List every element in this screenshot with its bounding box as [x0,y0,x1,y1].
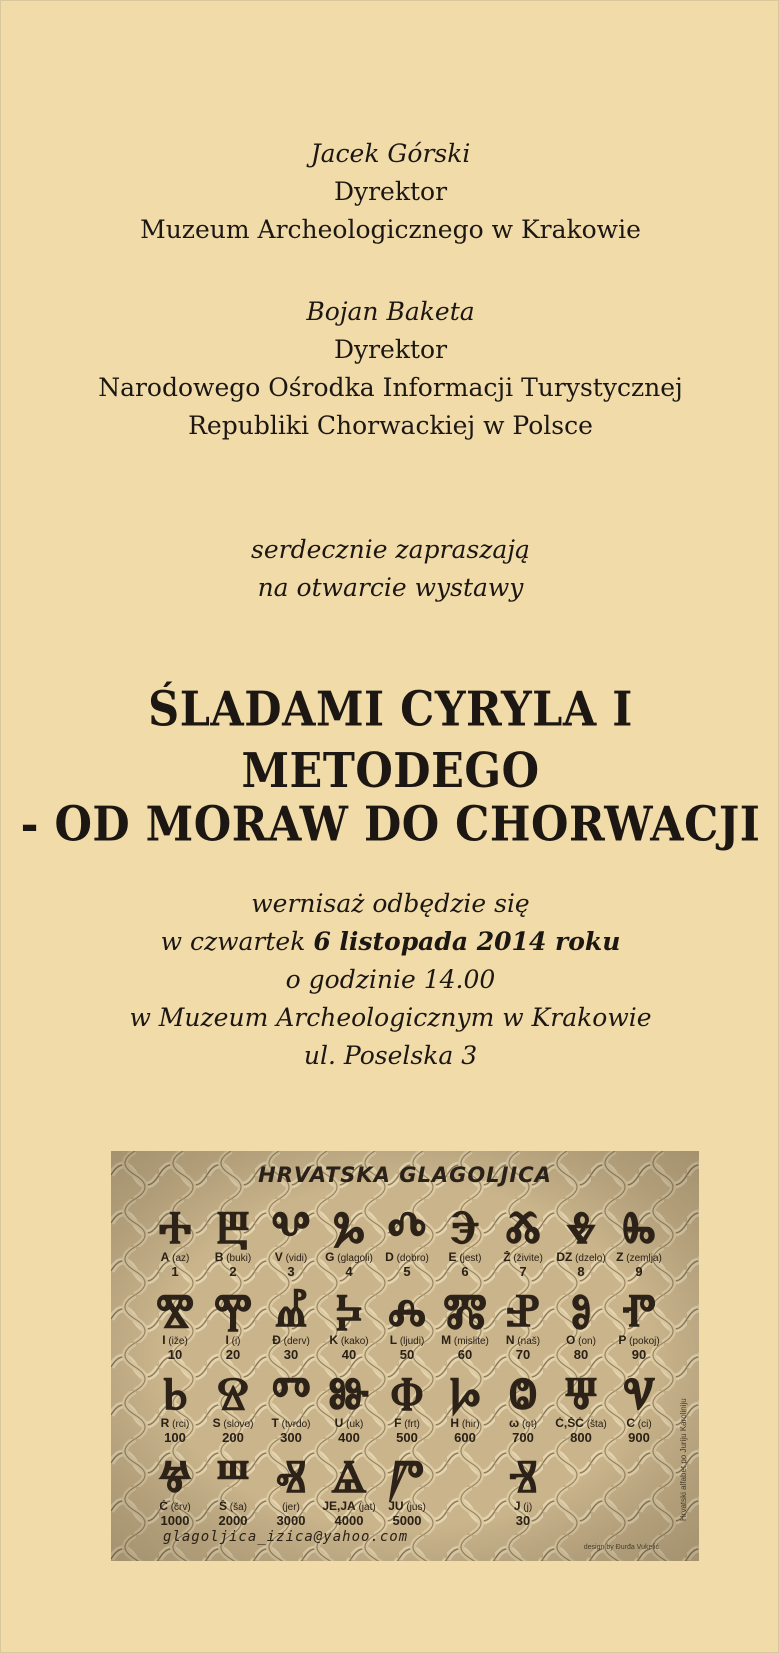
numeric-value: 1 [171,1264,179,1279]
glyph: Ⱍ [158,1449,192,1503]
glyph: Ⱀ [506,1283,540,1337]
numeric-value: 20 [225,1347,241,1362]
glyph: Ⰿ [442,1283,488,1337]
host2-block [1,293,779,445]
letter-cell [205,1449,261,1528]
letter-cell [495,1283,551,1362]
latin-letter: J [513,1500,521,1513]
latin-letter: Ć,ŠĆ [555,1417,584,1430]
glyph: Ⰺ [155,1283,195,1337]
latin-letter: R [160,1417,170,1430]
letter-cell [379,1200,435,1279]
invitation-block [1,531,779,607]
latin-letter: Ž [503,1251,511,1264]
exhibition-title-line1: ŚLADAMI CYRYLA I METODEGO [148,682,633,800]
letter-cell [495,1449,551,1528]
exhibition-title-block [1,682,779,853]
letter-name: (živite) [513,1253,543,1264]
letter-cell [147,1366,203,1445]
numeric-value: 5000 [392,1513,422,1528]
letter-name: (šta) [586,1419,607,1430]
letter-cell [263,1200,319,1279]
glyph: Ⰾ [387,1283,427,1337]
glyph: Ⱈ [449,1366,481,1420]
letter-name: (ljudi) [399,1336,425,1347]
glyph [611,1452,667,1500]
letter-cell [263,1449,319,1528]
letter-name: (slovo) [223,1419,254,1430]
glyph: Ⱏ [275,1449,307,1503]
glyph: Ⰽ [335,1283,363,1337]
latin-letter: E [448,1251,457,1264]
latin-letter: S [212,1417,221,1430]
letter-name: (uk) [346,1419,364,1430]
letter-cell [611,1200,667,1279]
host2-institution-line2: Republiki Chorwackiej w Polsce [188,411,593,440]
latin-letter: Đ [272,1334,281,1347]
numeric-value: 4 [345,1264,353,1279]
glagolitic-row-2 [147,1283,667,1362]
letter-name: (jus) [406,1502,426,1513]
letter-name: (črv) [170,1502,191,1513]
numeric-value: 90 [631,1347,647,1362]
numeric-value: 8 [577,1264,585,1279]
letter-name: (kako) [340,1336,369,1347]
letter-cell [495,1200,551,1279]
letter-name: (mislite) [453,1336,489,1347]
glyph: Ⰵ [450,1200,480,1254]
glyph: Ⱋ [564,1366,598,1420]
latin-letter: K [329,1334,339,1347]
event-address: ul. Poselska 3 [303,1041,478,1070]
latin-letter: P [618,1334,627,1347]
letter-name: (glagoli) [337,1253,373,1264]
letter-name: (buki) [226,1253,252,1264]
glyph: Ⱎ [216,1449,250,1503]
latin-letter: ω [509,1417,520,1430]
numeric-value: 6 [461,1264,469,1279]
letter-name: (dzelo) [575,1253,606,1264]
letter-name: (hir) [461,1419,480,1430]
letter-name: (i) [231,1336,241,1347]
letter-name: (ci) [637,1419,652,1430]
numeric-value: 1000 [160,1513,190,1528]
glyph: Ⰶ [505,1200,541,1254]
poster-design-credit: design by Đurđa Vukelić [583,1544,659,1551]
host2-institution-line1: Narodowego Ośrodka Informacji Turystycznej [98,373,683,402]
letter-cell [147,1449,203,1528]
glyph: Ⱅ [271,1366,311,1420]
glyph: Ⰹ [213,1283,253,1337]
glyph: Ⱉ [508,1366,538,1420]
letter-cell [553,1200,609,1279]
letter-cell [437,1366,493,1445]
letter-name: (naš) [517,1336,541,1347]
letter-cell [321,1449,377,1528]
letter-cell [205,1200,261,1279]
glyph [553,1452,609,1500]
glagolitic-row-1 [147,1200,667,1279]
latin-letter: I [162,1334,166,1347]
numeric-value: 4000 [334,1513,364,1528]
letter-cell [321,1200,377,1279]
letter-cell [379,1366,435,1445]
letter-cell [147,1200,203,1279]
host1-block [1,135,779,249]
event-date: 6 listopada 2014 roku [313,927,621,956]
numeric-value: 40 [341,1347,357,1362]
numeric-value: 900 [628,1430,650,1445]
glagolitic-row-3 [147,1366,667,1445]
numeric-value: 500 [396,1430,418,1445]
host1-institution: Muzeum Archeologicznego w Krakowie [140,215,641,244]
glyph: Ⱁ [570,1283,592,1337]
latin-letter: JE,JA [322,1500,356,1513]
latin-letter: Z [616,1251,624,1264]
numeric-value: 3 [287,1264,295,1279]
latin-letter: N [505,1334,515,1347]
letter-name: (az) [172,1253,190,1264]
numeric-value: 80 [573,1347,589,1362]
latin-letter: B [214,1251,224,1264]
numeric-value: 9 [635,1264,643,1279]
letter-name: (pokoj) [629,1336,660,1347]
glyph: Ⰱ [216,1200,250,1254]
latin-letter: U [334,1417,344,1430]
glyph: Ⱃ [162,1366,188,1420]
glyph: Ⰼ [274,1283,308,1337]
letter-cell [321,1283,377,1362]
letter-name: (derv) [283,1336,310,1347]
glyph: Ⱄ [217,1366,249,1420]
details-line2 [1,923,779,961]
letter-cell [437,1283,493,1362]
latin-letter: Č [159,1500,168,1513]
numeric-value: 400 [338,1430,360,1445]
host2-name: Bojan Baketa [306,297,475,326]
letter-cell [205,1366,261,1445]
letter-cell [611,1283,667,1362]
numeric-value: 600 [454,1430,476,1445]
letter-cell [553,1452,609,1528]
letter-cell [611,1452,667,1528]
latin-letter: C [626,1417,635,1430]
numeric-value: 30 [283,1347,299,1362]
letter-cell [321,1366,377,1445]
glyph: Ⱇ [390,1366,424,1420]
numeric-value: 700 [512,1430,534,1445]
exhibition-title-line2: - OD MORAW DO CHORWACJI [20,797,761,853]
glyph: Ⱓ [389,1449,425,1503]
glagolitic-poster [111,1151,699,1561]
latin-letter: H [450,1417,460,1430]
poster-title: HRVATSKA GLAGOLJICA [258,1163,552,1187]
letter-name: (ot) [521,1419,537,1430]
letter-cell [263,1283,319,1362]
letter-cell [205,1283,261,1362]
letter-cell [553,1366,609,1445]
glyph: Ⰴ [387,1200,427,1254]
letter-cell [553,1283,609,1362]
letter-name: (dobro) [396,1253,429,1264]
letter-cell [147,1283,203,1362]
numeric-value: 10 [167,1347,183,1362]
glyph: Ⰸ [622,1200,656,1254]
letter-name: (ša) [229,1502,248,1513]
numeric-value: 2000 [218,1513,248,1528]
poster-email: glagoljica_izica@yahoo.com [163,1529,409,1545]
numeric-value: 3000 [276,1513,306,1528]
letter-cell [263,1366,319,1445]
numeric-value: 2 [229,1264,237,1279]
latin-letter: M [441,1334,452,1347]
glyph: Ⰷ [565,1200,597,1254]
letter-cell [611,1366,667,1445]
glyph: Ⱑ [331,1449,367,1503]
numeric-value: 800 [570,1430,592,1445]
glagolitic-row-4 [147,1449,667,1528]
latin-letter: G [325,1251,335,1264]
event-details-block [1,885,779,1075]
letter-cell [379,1449,435,1528]
letter-name: (iže) [168,1336,188,1347]
letter-name: (jest) [459,1253,482,1264]
numeric-value: 70 [515,1347,531,1362]
latin-letter: A [160,1251,170,1264]
numeric-value: 60 [457,1347,473,1362]
details-line1: wernisaż odbędzie się [251,889,530,918]
latin-letter: F [394,1417,402,1430]
host2-role: Dyrektor [333,335,448,364]
latin-letter: D [385,1251,394,1264]
numeric-value: 30 [515,1513,531,1528]
latin-letter: V [274,1251,283,1264]
letter-name: (j) [523,1502,533,1513]
glyph: Ⱐ [508,1449,538,1503]
numeric-value: 7 [519,1264,527,1279]
host1-role: Dyrektor [333,177,448,206]
event-venue: w Muzeum Archeologicznym w Krakowie [129,1003,652,1032]
invitation-line1: serdecznie zapraszają [251,535,530,564]
letter-name: (zemlja) [626,1253,662,1264]
letter-cell [495,1366,551,1445]
letter-cell [437,1452,493,1528]
letter-name: (jat) [358,1502,376,1513]
numeric-value: 5 [403,1264,411,1279]
numeric-value: 300 [280,1430,302,1445]
latin-letter: JU [388,1500,404,1513]
numeric-value: 50 [399,1347,415,1362]
latin-letter: T [271,1417,279,1430]
event-time: o godzinie 14.00 [285,965,496,994]
invitation-line2: na otwarcie wystawy [257,573,524,602]
letter-name: (vidi) [285,1253,308,1264]
glyph: Ⰰ [158,1200,192,1254]
letter-name: (tvrdo) [281,1419,311,1430]
glyph [437,1452,493,1500]
latin-letter: O [566,1334,576,1347]
letter-name: (rci) [172,1419,190,1430]
glyph: Ⰳ [332,1200,366,1254]
letter-cell [379,1283,435,1362]
latin-letter: Š [218,1500,227,1513]
glyph: Ⱂ [621,1283,657,1337]
latin-letter: I [225,1334,229,1347]
numeric-value: 100 [164,1430,186,1445]
glyph: Ⱌ [622,1366,656,1420]
latin-letter: DZ [556,1251,573,1264]
letter-name: (on) [578,1336,596,1347]
details-line2-prefix: w czwartek [160,927,314,956]
poster-side-credit: Hrvatski alfabet po Juriju Karoliniju [679,1398,688,1521]
glyph: Ⱆ [328,1366,370,1420]
letter-name: (frt) [404,1419,420,1430]
glyph: Ⰲ [271,1200,311,1254]
latin-letter: L [389,1334,398,1347]
numeric-value: 200 [222,1430,244,1445]
host1-name: Jacek Górski [310,139,471,168]
letter-name: (jer) [282,1502,300,1513]
letter-cell [437,1200,493,1279]
